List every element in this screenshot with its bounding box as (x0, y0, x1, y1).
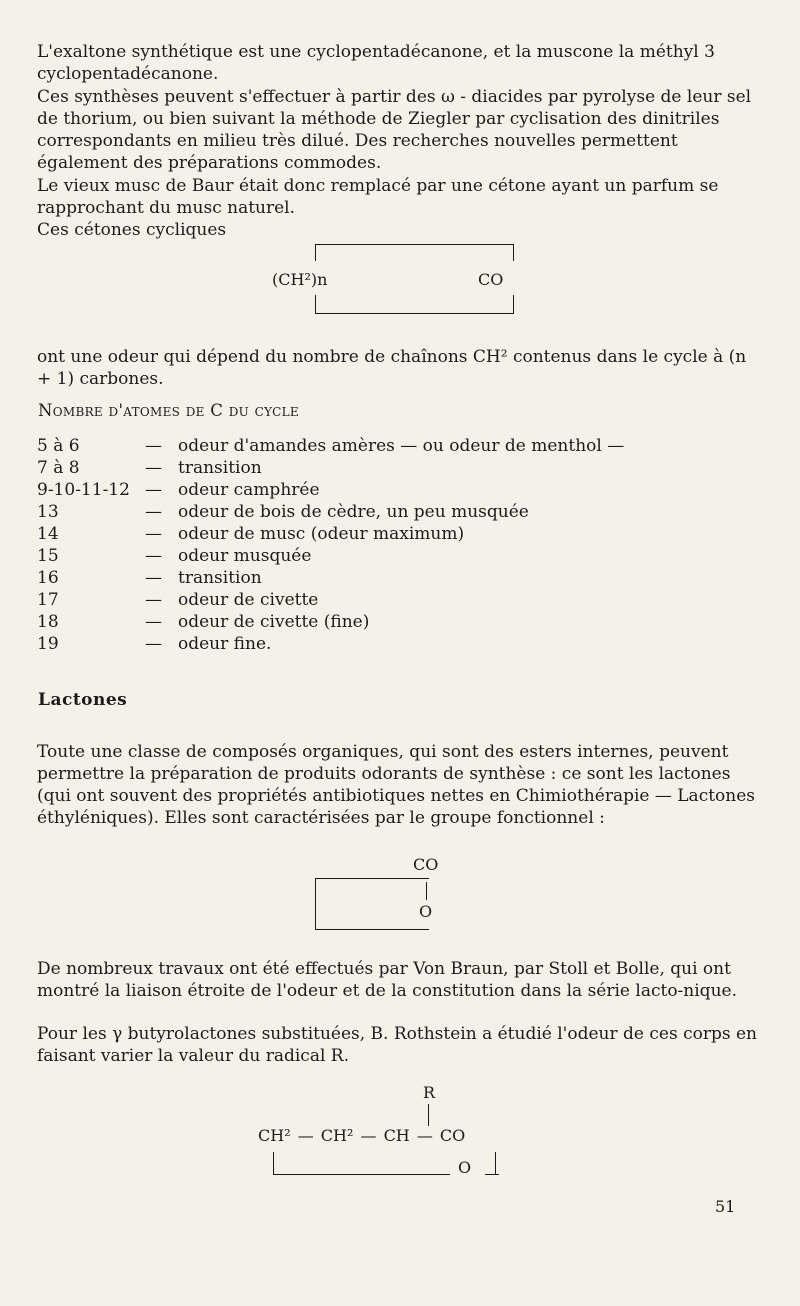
formula-o: O (419, 902, 433, 921)
formula-chain: CH² — CH² — CH — CO (258, 1126, 466, 1145)
atom-count: 7 à 8 (37, 458, 80, 478)
odor-description: odeur fine. (178, 634, 272, 654)
atom-count: 15 (37, 546, 59, 566)
formula-ring-o: O (458, 1158, 472, 1177)
row-dash: — (145, 546, 162, 566)
row-dash: — (145, 458, 162, 478)
atom-count: 18 (37, 612, 59, 632)
odor-description: odeur de bois de cèdre, un peu musquée (178, 502, 529, 522)
odor-description: odeur musquée (178, 546, 312, 566)
paragraph-syntheses: Ces synthèses peuvent s'effectuer à partir des ω - diacides par pyrolyse de leur sel de thorium, ou bien suivant la méthode de Ziegler par cyclisation des dinitriles correspondants en milieu très dilué. Des recherches nouvelles permettent également des préparations commodes. (37, 87, 752, 173)
row-dash: — (145, 634, 162, 654)
odor-description: odeur camphrée (178, 480, 320, 500)
odor-description: odeur de musc (odeur maximum) (178, 524, 465, 544)
atom-count: 16 (37, 568, 59, 588)
row-dash: — (145, 502, 162, 522)
row-dash: — (145, 568, 162, 588)
paragraph-lactones: Toute une classe de composés organiques, qui sont des esters internes, peuvent permettre la préparation de produits odorants de synthèse : ce sont les lactones (qui ont souvent des propriétés antibiotiques nettes en Chimiothérapie — Lactones éthyléniques). Elles sont caractérisées par le groupe fonctionnel : (37, 742, 756, 828)
paragraph-rothstein: Pour les γ butyrolactones substituées, B. Rothstein a étudié l'odeur de ces corps en faisant varier la valeur du radical R. (37, 1024, 757, 1066)
row-dash: — (145, 612, 162, 632)
atom-count: 19 (37, 634, 59, 654)
atom-count: 14 (37, 524, 59, 544)
odor-description: odeur de civette (fine) (178, 612, 370, 632)
odor-description: transition (178, 458, 262, 478)
formula-co: CO (413, 855, 439, 874)
formula-radical-r: R (423, 1083, 436, 1102)
atom-count: 17 (37, 590, 59, 610)
atom-count: 9-10-11-12 (37, 480, 130, 500)
paragraph-exaltone: L'exaltone synthétique est une cyclopentadécanone, et la muscone la méthyl 3 cyclopentadécanone. (37, 42, 715, 84)
section-title-lactones: Lactones (38, 690, 128, 710)
odor-description: odeur d'amandes amères — ou odeur de menthol — (178, 436, 625, 456)
paragraph-von-braun: De nombreux travaux ont été effectués par Von Braun, par Stoll et Bolle, qui ont montré la liaison étroite de l'odeur et de la constitution dans la série lacto-nique. (37, 959, 737, 1001)
paragraph-cyclic-ketones: Ces cétones cycliques (37, 220, 227, 240)
odor-description: transition (178, 568, 262, 588)
row-dash: — (145, 436, 162, 456)
table-heading: Nombre d'atomes de C du cycle (38, 401, 299, 420)
page-number: 51 (715, 1197, 736, 1216)
row-dash: — (145, 480, 162, 500)
formula-co: CO (478, 270, 504, 289)
paragraph-baur-musc: Le vieux musc de Baur était donc remplacé par une cétone ayant un parfum se rapprochant du musc naturel. (37, 176, 719, 218)
atom-count: 13 (37, 502, 59, 522)
formula-ch2n: (CH²)n (272, 270, 328, 289)
row-dash: — (145, 590, 162, 610)
atom-count: 5 à 6 (37, 436, 80, 456)
odor-description: odeur de civette (178, 590, 319, 610)
paragraph-odor-dependence: ont une odeur qui dépend du nombre de chaînons CH² contenus dans le cycle à (n + 1) carbones. (37, 347, 747, 389)
row-dash: — (145, 524, 162, 544)
